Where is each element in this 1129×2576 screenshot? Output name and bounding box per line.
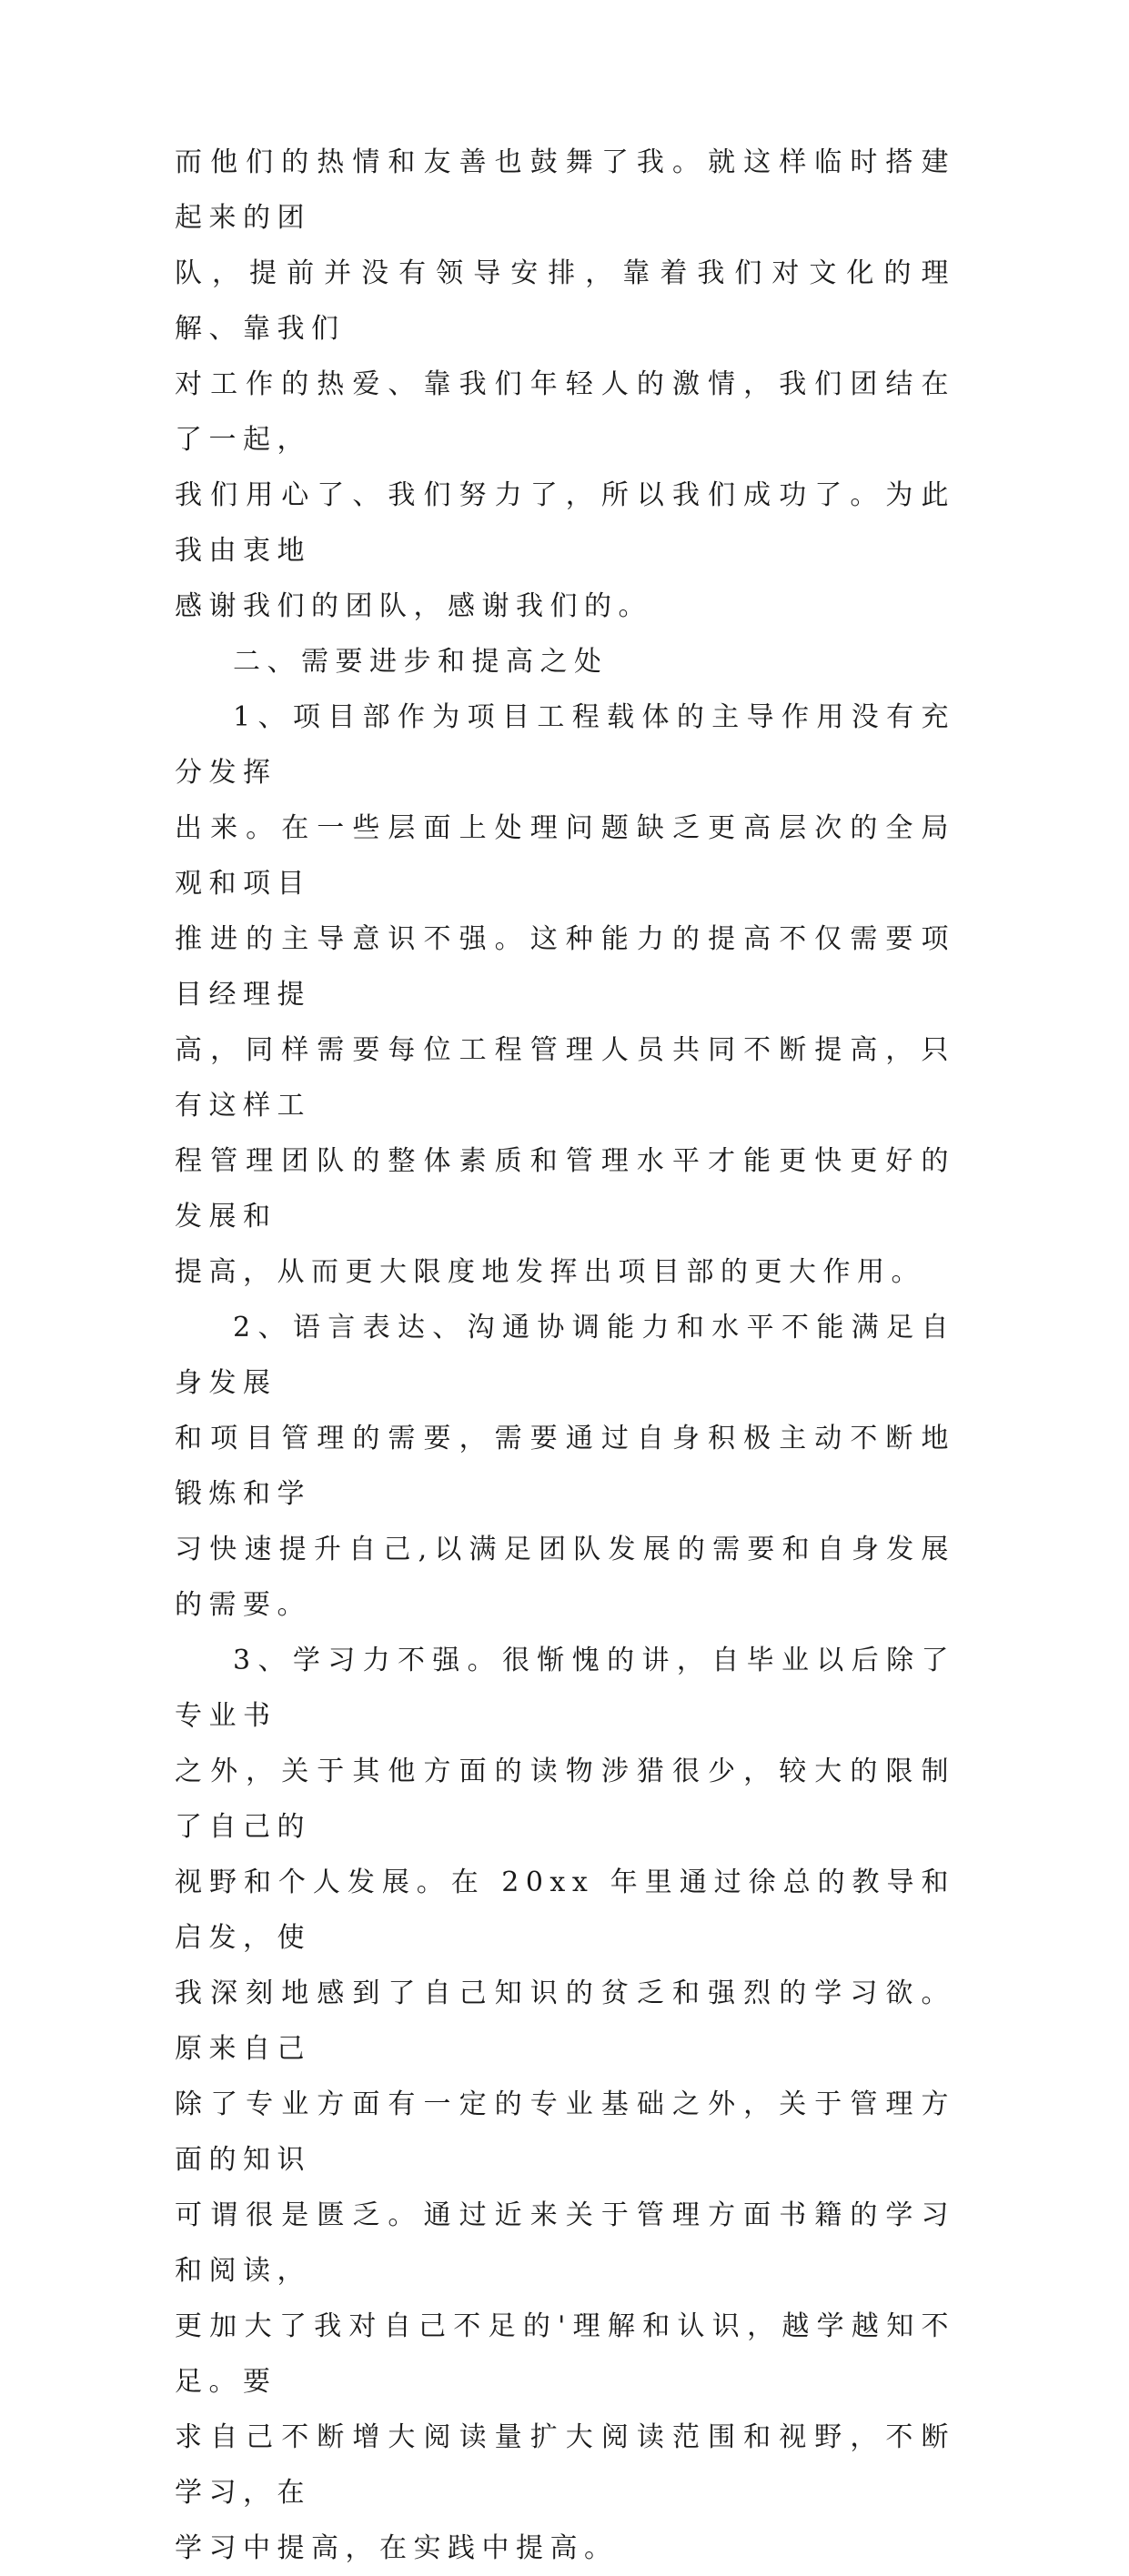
- paragraph-item-1: 1、项目部作为项目工程载体的主导作用没有充分发挥 出来。在一些层面上处理问题缺乏更高层次的全局观和项目 推进的主导意识不强。这种能力的提高不仅需要项目经理提 高，同样需要每位工程管理人员共同不断提高，只有这样工 程管理团队的整体素质和管理水平才能更快更好的发展和 提高，从而更大限度地发挥出项目部的更大作用。: [175, 701, 955, 1288]
- paragraph-item-2: 2、语言表达、沟通协调能力和水平不能满足自身发展 和项目管理的需要，需要通过自身积极主动不断地锻炼和学 习快速提升自己,以满足团队发展的需要和自身发展的需要。: [175, 1312, 955, 1621]
- paragraph-item-3: 3、学习力不强。很惭愧的讲，自毕业以后除了专业书 之外，关于其他方面的读物涉猎很少，较大的限制了自己的 视野和个人发展。在 20xx 年里通过徐总的教导和启发，使 我深刻地感到了自己知识的贫乏和强烈的学习欲。原来自己 除了专业方面有一定的专业基础之外，关于管理方面的知识 可谓很是匮乏。通过近来关于管理方面书籍的学习和阅读， 更加大了我对自己不足的'理解和认识，越学越知不足。要 求自己不断增大阅读量扩大阅读范围和视野，不断学习，在 学习中提高，在实践中提高。: [175, 1645, 955, 2564]
- document-body: [175, 135, 955, 2576]
- paragraph-team-thanks: 而他们的热情和友善也鼓舞了我。就这样临时搭建起来的团 队，提前并没有领导安排，靠着我们对文化的理解、靠我们 对工作的热爱、靠我们年轻人的激情，我们团结在了一起， 我们用心了、我们努力了，所以我们成功了。为此我由衷地 感谢我们的团队，感谢我们的。: [175, 146, 955, 622]
- section-heading-improvements: 二、需要进步和提高之处: [233, 646, 609, 678]
